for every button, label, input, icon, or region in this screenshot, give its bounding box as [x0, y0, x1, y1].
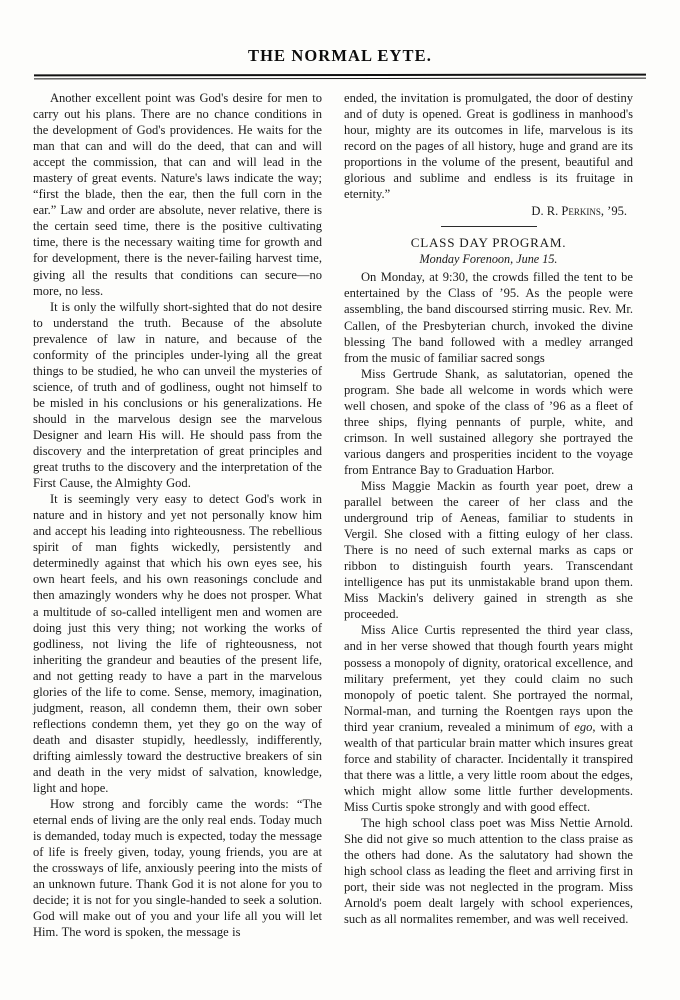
italic-word-ego: ego: [574, 719, 593, 734]
paragraph: On Monday, at 9:30, the crowds filled the tent to be entertained by the Class of ’95. As the people were assembling, the band discoursed stirring music. Rev. Mr. Callen, of the Presbyterian church, invoked the divine blessing The band followed with a medley arranged from the music of familiar sacred songs: [344, 270, 633, 365]
article-continuation-paragraph: ended, the invitation is promulgated, the door of destiny and of duty is opened. Great is godliness in manhood's hour, mighty are its outcomes in life, marvelous is its record on the pages of all history, huge and grand are its proportions in the volume of the present, beautiful and glorious and sublime and endless is its fruitage in eternity.”: [344, 91, 633, 202]
masthead-divider: [34, 74, 646, 80]
paragraph: How strong and forcibly came the words: “The eternal ends of living are the only real ends. Today much is demanded, today much is expected, today the message of life is freely given, today, young friends, you are at the crossways of life, anxiously peering into the mists of an unknown future. Thank God it is not alone for you to decide; it is not for you single-handed to seek a solution. God will make out of you and your life all you will let Him. The word is spoken, the message is: [33, 797, 322, 940]
paragraph: The high school class poet was Miss Nettie Arnold. She did not give so much attention to the class praise as the others had done. As the salutatory had shown the high school class as leading the fleet and arriving first in port, their side was not neglected in the program. Miss Arnold's poem dealt largely with school experiences, such as all normalites remember, and was well received.: [344, 815, 633, 927]
author-signature: D. R. Perkins, ’95.: [531, 204, 627, 219]
section-heading: CLASS DAY PROGRAM.: [410, 235, 567, 251]
paragraph: Miss Gertrude Shank, as salutatorian, opened the program. She bade all welcome in words which were well chosen, and spoke of the class of ’96 as a fleet of three ships, flying pennants of purple, white, and crimson. In well sustained allegory she portrayed the various dangers and prosperities incident to the voyage from Entrance Bay to Graduation Harbor.: [344, 366, 633, 477]
right-column: [344, 90, 633, 940]
paragraph-text-after-italic: , with a wealth of that particular brain matter which insures great force and stability of character. Incidentally it transpired that there was a little, a very little room about the edges, which might allow some little further developments. Miss Curtis spoke strongly and with good effect.: [344, 719, 633, 814]
paragraph: It is only the wilfully short-sighted that do not desire to understand the truth. Because of the absolute prevalence of law in nature, and because of the conformity of the principles under-lying all the great things to be studied, he who can unveil the mysteries of science, of truth and of godliness, ought not himself to be misled in his conclusions or his generalizations. He should in the marvelous design see the marvelous Designer and learn His will. He should pass from the discovery and the interpretation of great principles and great truths to the discovery and the interpretation of the First Cause, the Almighty God.: [33, 299, 322, 491]
paragraph: Miss Maggie Mackin as fourth year poet, drew a parallel between the career of her class and the underground trip of Aeneas, familiar to students in Vergil. She closed with a fitting eulogy of her class. There is no need of such external marks as caps or ribbon to distinguish fourth years. Transcendant intelligence has put its unmistakable brand upon them. Miss Mackin's delivery gained in strength as she proceeded.: [344, 478, 633, 622]
section-divider: [441, 226, 537, 227]
paragraph-alice-curtis: [344, 622, 633, 815]
paragraph: Another excellent point was God's desire for men to carry out his plans. There are no chance conditions in the development of God's providences. He waits for the man that can and will do the deed, that can and will accept the commission, that can and will lead in the mastery of great events. Nature's laws indicate the way; “first the blade, then the ear, then the full corn in the ear.” Law and order are absolute, never relative, there is the certain seed time, there is the positive cultivating time, there is the necessary waiting time for growth and for development, there is the never-failing harvest time, giving all the results that conditions can secure—no more, no less.: [33, 91, 322, 298]
section-subheading: Monday Forenoon, June 15.: [419, 252, 558, 267]
two-column-layout: [0, 79, 680, 940]
paragraph: It is seemingly very easy to detect God's work in nature and in history and yet not personally know him and accept his leading into righteousness. The rebellious spirit of man fights wickedly, persistently and determinedly against that which his own eyes see, his own heart feels, and his own reasonings conclude and then amazingly wonders why he does not prosper. What a multitude of so-called intelligent men and women are doing just this very thing; not working the works of godliness, not living the life of righteousness, not inheriting the grandeur and beauties of the present life, and not getting ready to have a part in the marvelous glories of the life to come. Sense, memory, imagination, judgment, reason, all condemn them, their own sober reflections condemn them, yet they go on the way of death and disaster stupidly, heedlessly, indifferently, drifting aimlessly toward the destructive breakers of sin and death in the very midst of salvation, knowledge, light and hope.: [33, 492, 322, 796]
paragraph-text-before-italic: Miss Alice Curtis represented the third year class, and in her verse showed that though fourth years might possess a monopoly of dignity, oratorical excellence, and military preferment, yet they could claim no such monopoly of poetic talent. She portrayed the normal, Normal-man, and turning the Roentgen rays upon the third year cranium, revealed a minimum of: [344, 623, 633, 734]
page-title: THE NORMAL EYTE.: [247, 46, 432, 65]
left-column: [33, 90, 322, 940]
